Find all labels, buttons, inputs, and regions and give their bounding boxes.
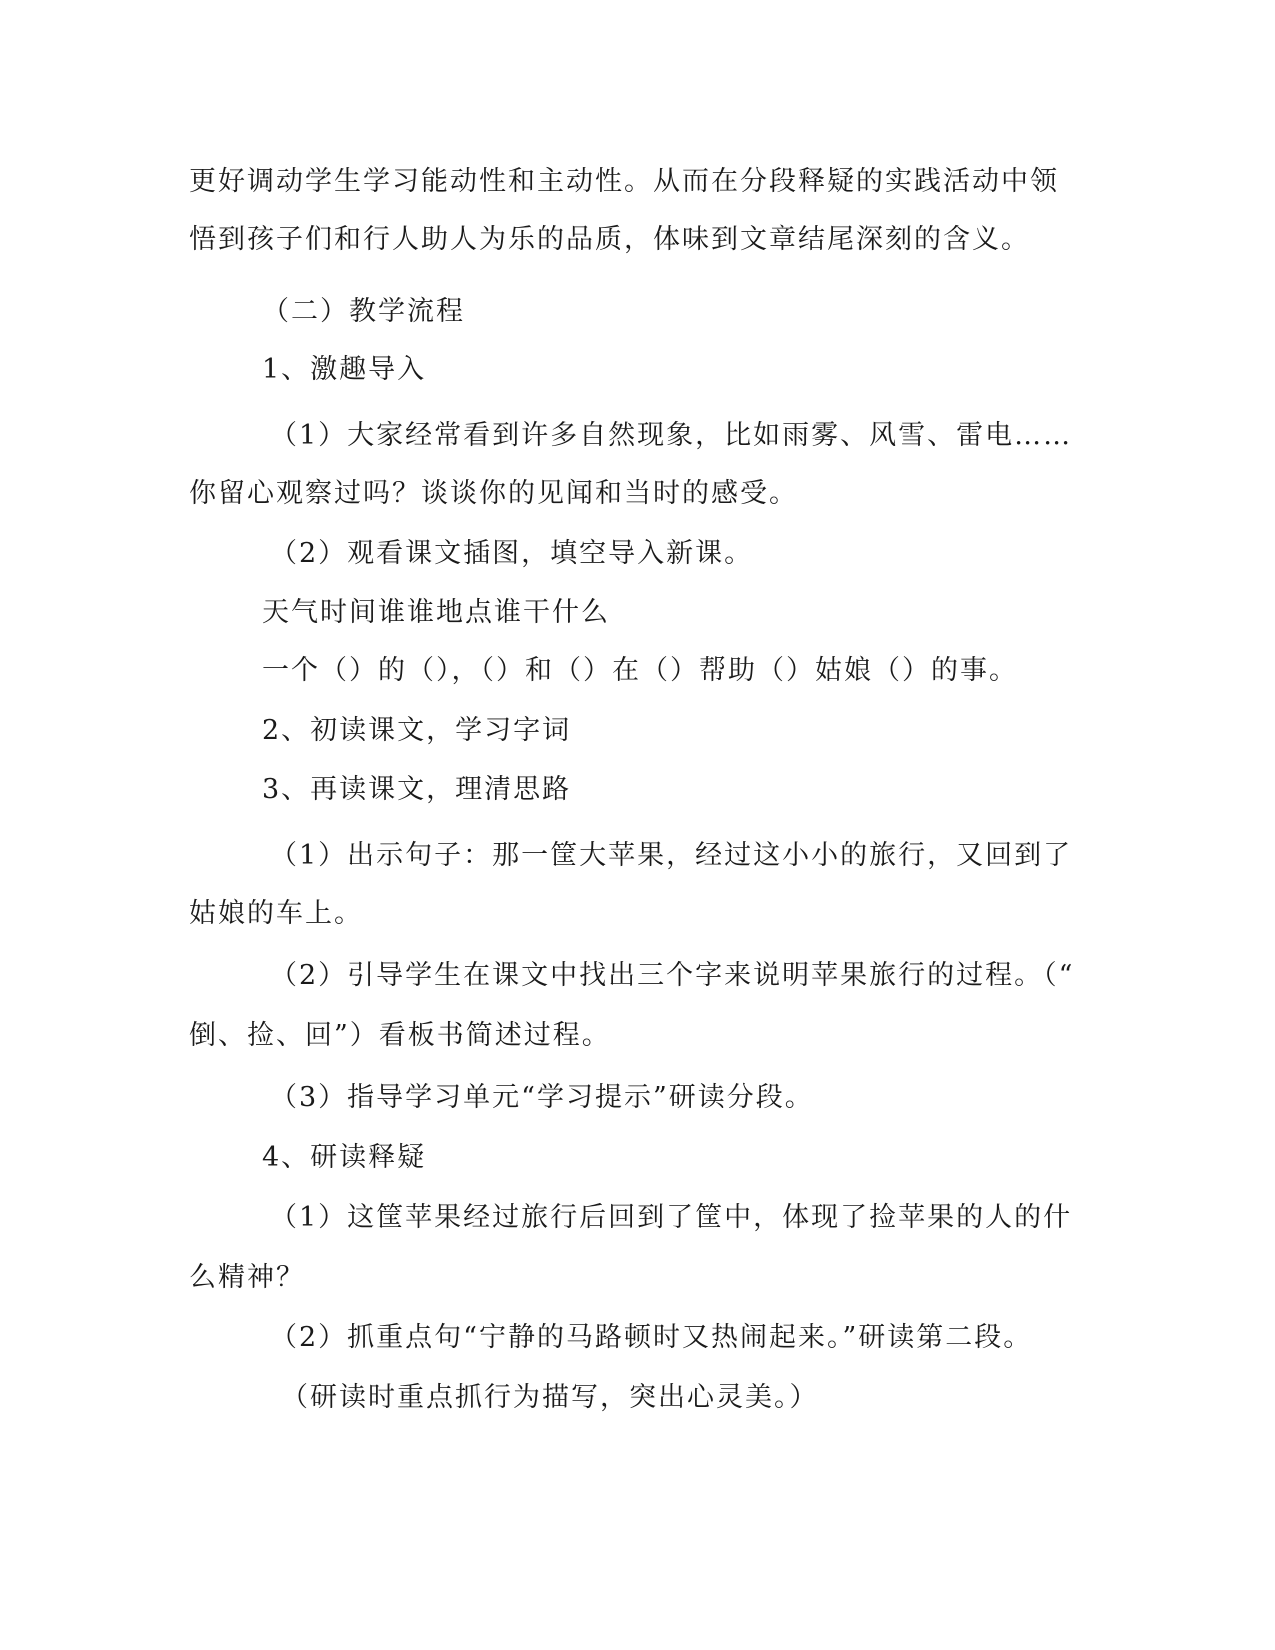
paragraph-line-14: （研读时重点抓行为描写，突出心灵美。） <box>281 1382 819 1413</box>
paragraph-line-10: （3）指导学习单元“学习提示”研读分段。 <box>270 1082 814 1113</box>
paragraph-line-4: 你留心观察过吗？谈谈你的见闻和当时的感受。 <box>189 478 798 509</box>
step-heading-4: 4、研读释疑 <box>262 1142 427 1173</box>
fill-blank-sentence: 一个（）的（），（）和（）在（）帮助（）姑娘（）的事。 <box>262 655 1018 686</box>
paragraph-line-1: 更好调动学生学习能动性和主动性。从而在分段释疑的实践活动中领 <box>189 166 1059 197</box>
paragraph-line-9: 倒、捡、回”）看板书简述过程。 <box>189 1020 611 1051</box>
paragraph-line-8: （2）引导学生在课文中找出三个字来说明苹果旅行的过程。（“ <box>270 960 1075 991</box>
paragraph-line-11: （1）这筐苹果经过旅行后回到了筐中，体现了捡苹果的人的什 <box>270 1202 1073 1233</box>
paragraph-line-6: （1）出示句子：那一筐大苹果，经过这小小的旅行，又回到了 <box>270 840 1073 871</box>
paragraph-line-3: （1）大家经常看到许多自然现象，比如雨雾、风雪、雷电…… <box>270 420 1073 451</box>
paragraph-line-2: 悟到孩子们和行人助人为乐的品质，体味到文章结尾深刻的含义。 <box>189 224 1030 255</box>
paragraph-line-12: 么精神？ <box>189 1262 305 1293</box>
paragraph-line-13: （2）抓重点句“宁静的马路顿时又热闹起来。”研读第二段。 <box>270 1322 1033 1353</box>
paragraph-line-5: （2）观看课文插图，填空导入新课。 <box>270 538 754 569</box>
paragraph-line-7: 姑娘的车上。 <box>189 898 363 929</box>
step-heading-1: 1、激趣导入 <box>262 354 427 385</box>
step-heading-2: 2、初读课文，学习字词 <box>262 715 572 746</box>
section-heading-teaching-process: （二）教学流程 <box>262 296 465 327</box>
fill-blank-labels: 天气时间谁谁地点谁干什么 <box>262 597 610 628</box>
step-heading-3: 3、再读课文，理清思路 <box>262 774 572 805</box>
